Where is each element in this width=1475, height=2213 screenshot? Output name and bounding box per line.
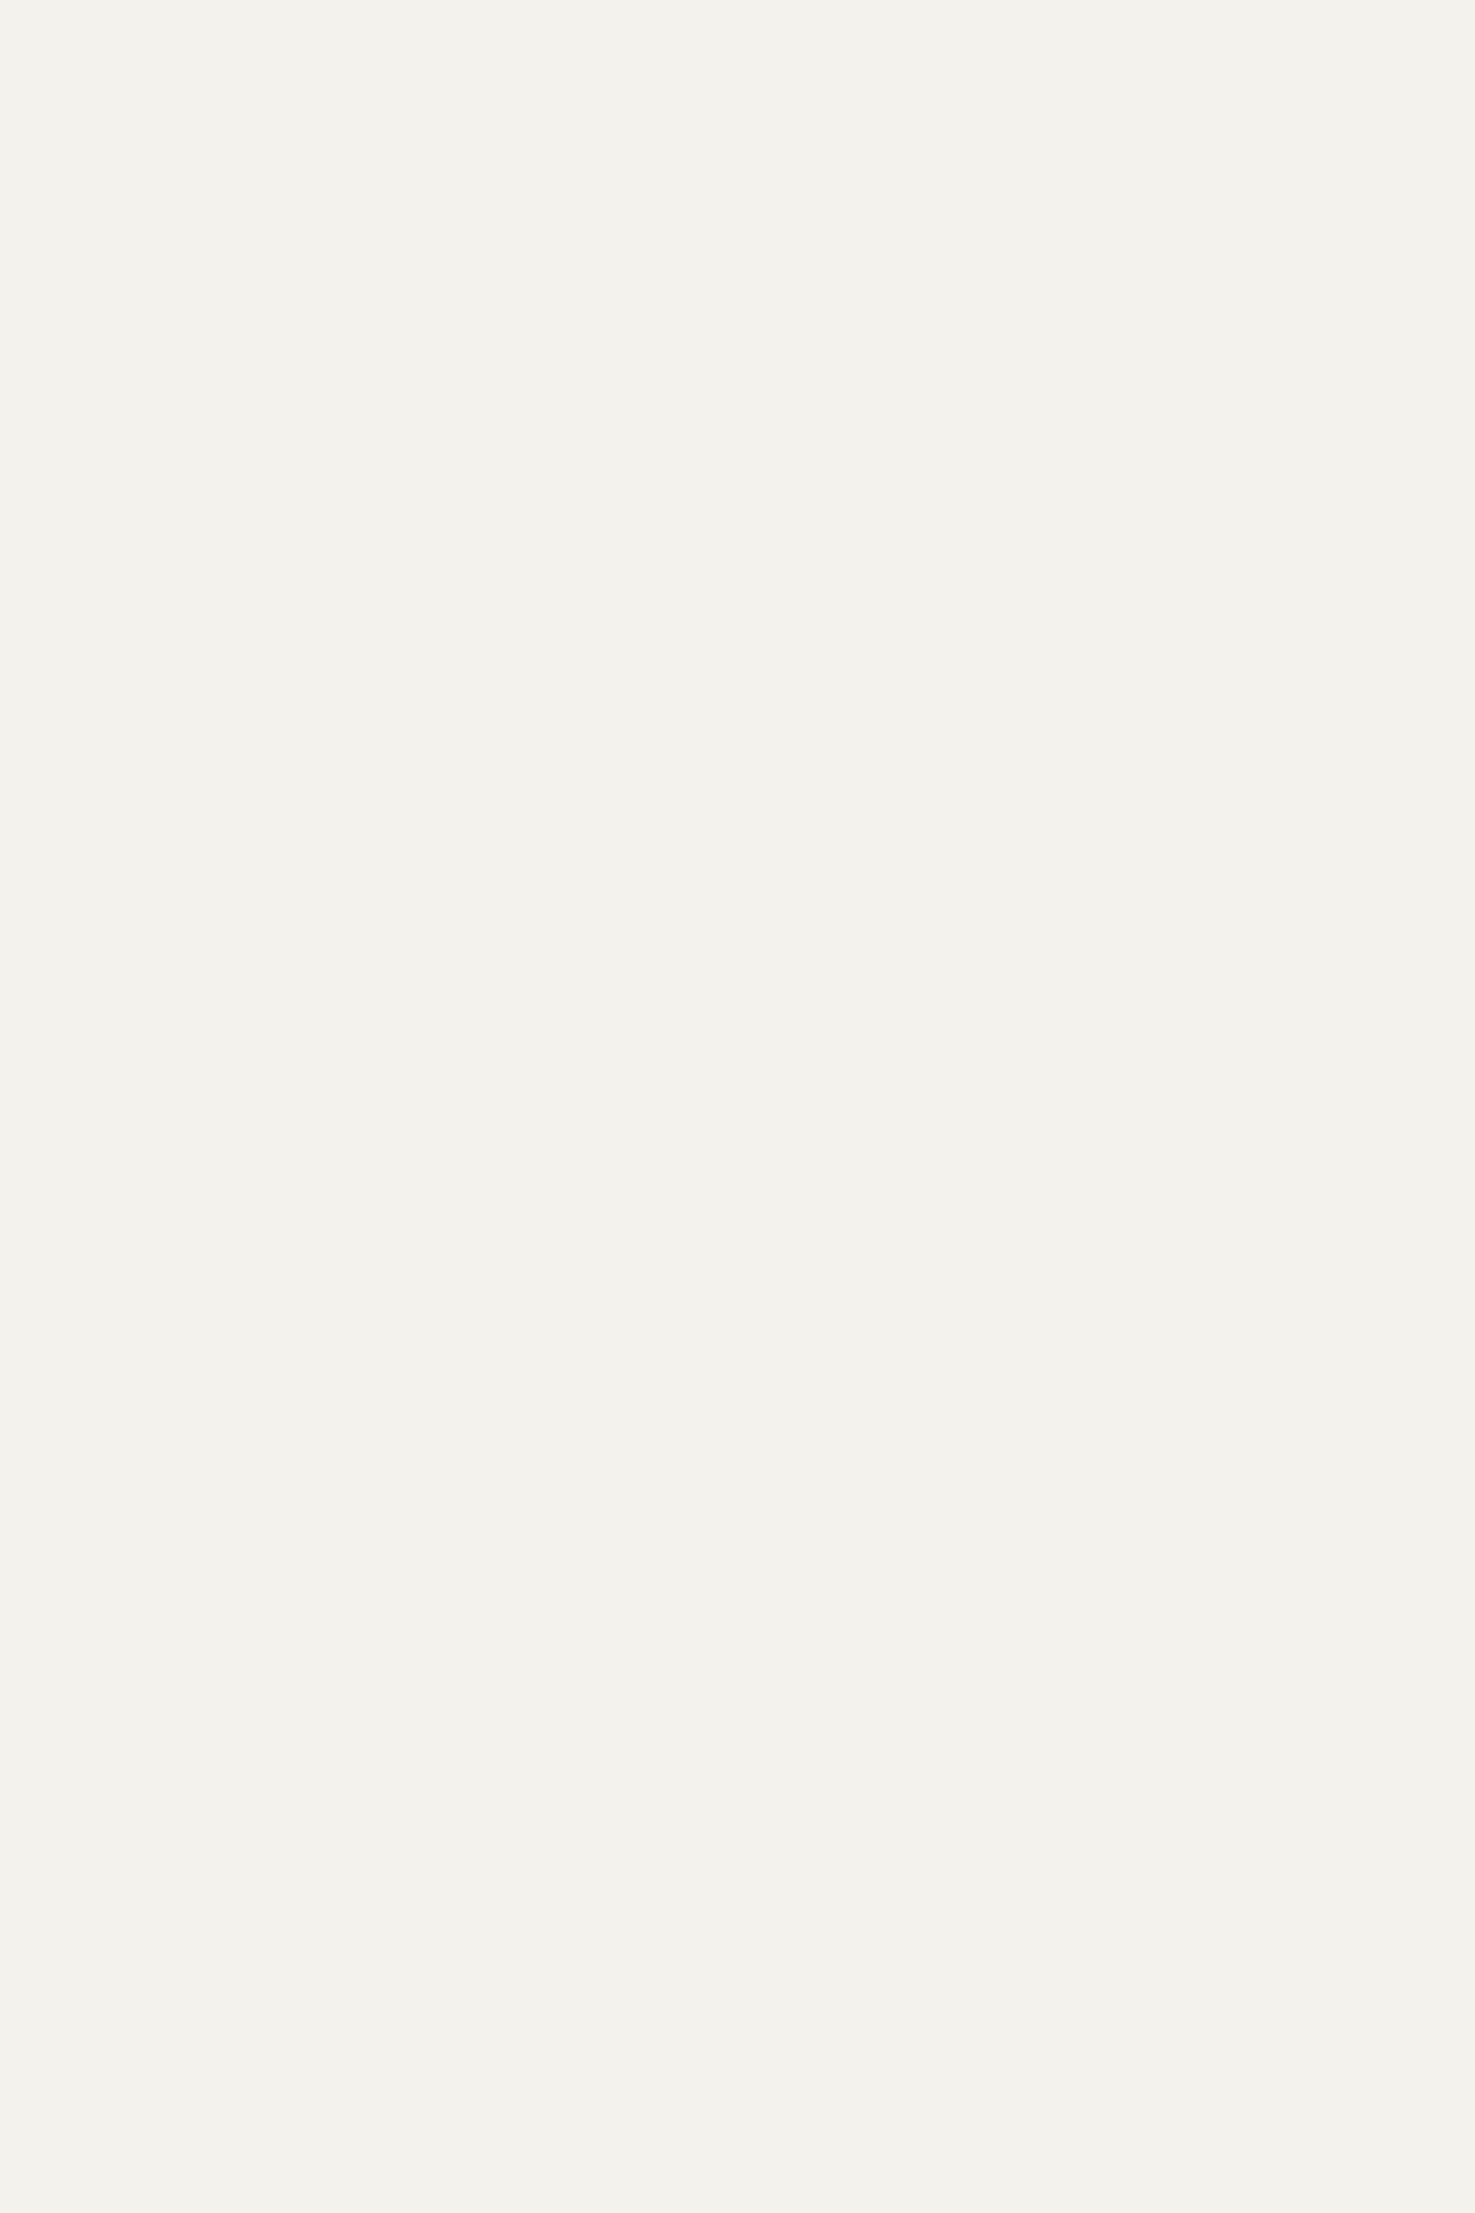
- running-header: [162, 72, 1312, 122]
